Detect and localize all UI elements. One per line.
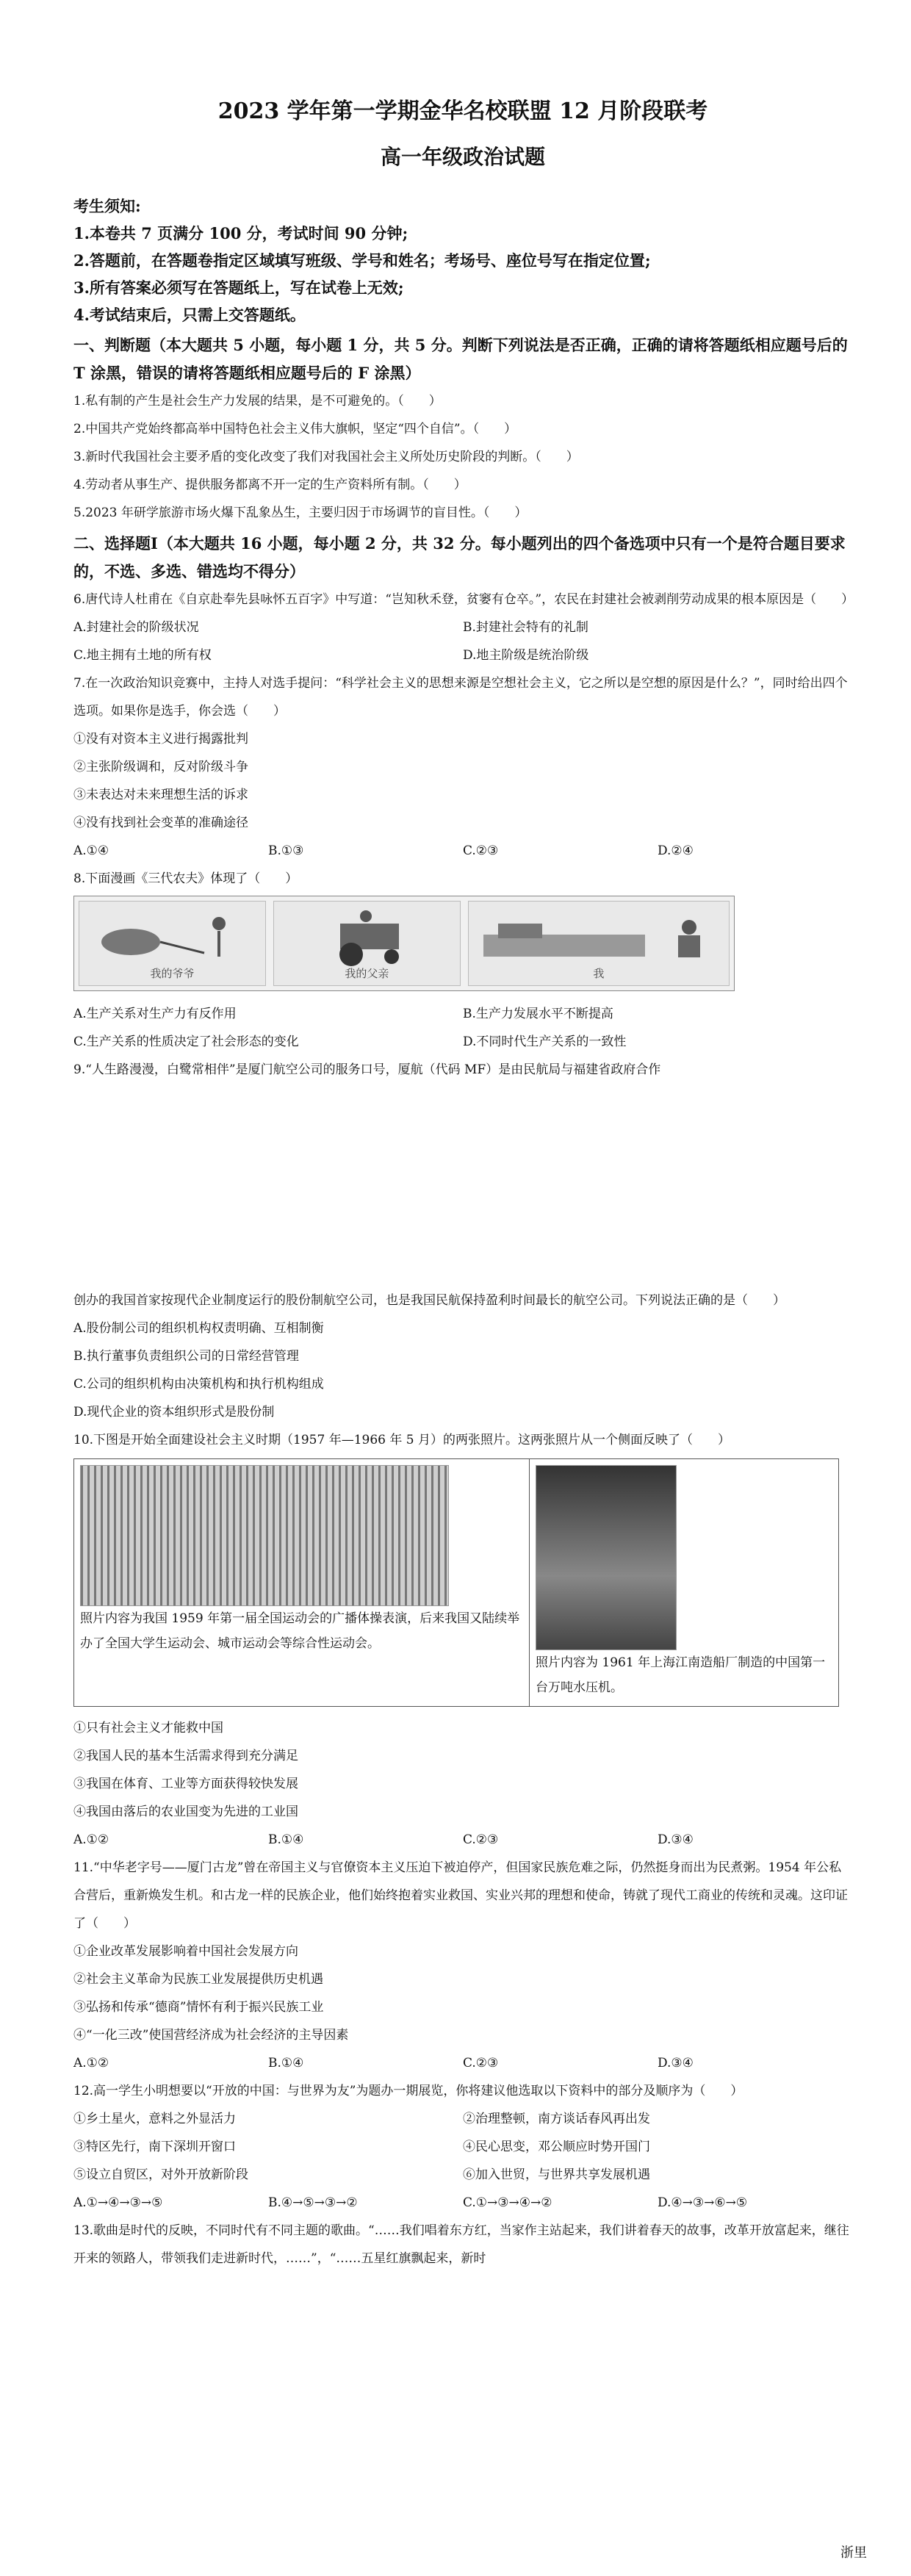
photo-caption: 照片内容为我国 1959 年第一届全国运动会的广播体操表演，后来我国又陆续举办了全国大学生运动会、城市运动会等综合性运动会。: [80, 1611, 520, 1651]
photo-cell-left: [74, 1459, 530, 1706]
option: A.①②: [73, 2056, 109, 2070]
q10-photo-table: [73, 1458, 839, 1707]
footer-mark: 浙里: [840, 2545, 867, 2561]
cartoon-panel-me: [468, 901, 730, 986]
notice-item: 4.考试结束后，只需上交答题纸。: [73, 306, 306, 324]
q11-item: ④“一化三改”使国营经济成为社会经济的主导因素: [73, 2028, 349, 2043]
option: D.③④: [658, 2056, 694, 2070]
option: D.不同时代生产关系的一致性: [463, 1035, 627, 1049]
option: D.④→③→⑥→⑤: [658, 2195, 748, 2210]
cartoon-label: 我的爷爷: [150, 967, 195, 980]
exam-title: 2023 学年第一学期金华名校联盟 12 月阶段联考: [217, 98, 708, 124]
q7-item: ③未表达对未来理想生活的诉求: [73, 788, 248, 802]
option: A.封建社会的阶级状况: [73, 620, 199, 635]
option: A.①④: [73, 843, 109, 858]
judge-item: 3.新时代我国社会主要矛盾的变化改变了我们对我国社会主义所处历史阶段的判断。（ ）: [73, 450, 579, 464]
cartoon-three-generations: [73, 896, 735, 991]
option: B.①④: [268, 1832, 304, 1847]
notice-item: 3.所有答案必须写在答题纸上，写在试卷上无效;: [73, 278, 404, 297]
q10-item: ②我国人民的基本生活需求得到充分满足: [73, 1749, 298, 1763]
judge-item: 4.劳动者从事生产、提供服务都离不开一定的生产资料所有制。（ ）: [73, 478, 467, 492]
option: C.②③: [463, 1832, 499, 1847]
q9-stem: 9.“人生路漫漫，白鹭常相伴”是厦门航空公司的服务口号，厦航（代码 MF）是由民航局与福建省政府合作: [73, 1062, 661, 1077]
section1-heading: 一、判断题（本大题共 5 小题，每小题 1 分，共 5 分。判断下列说法是否正确，正确的请将答题纸相应题号后的 T 涂黑，错误的请将答题纸相应题号后的 F 涂黑）: [73, 336, 848, 382]
q12-item: ①乡土星火，意料之外显活力: [73, 2112, 236, 2126]
q13-stem: 13.歌曲是时代的反映，不同时代有不同主题的歌曲。“……我们唱着东方红，当家作主站起来，我们讲着春天的故事，改革开放富起来，继往开来的领路人，带领我们走进新时代，……”，“……五星红旗飘起来，新时: [73, 2223, 849, 2266]
photo-caption: 照片内容为 1961 年上海江南造船厂制造的中国第一台万吨水压机。: [536, 1655, 826, 1695]
hydraulic-press-photo: [536, 1465, 677, 1650]
q12-options: [73, 2189, 852, 2217]
option: C.②③: [463, 2056, 499, 2070]
q10-stem: 10.下图是开始全面建设社会主义时期（1957 年—1966 年 5 月）的两张照片。这两张照片从一个侧面反映了（ ）: [73, 1433, 730, 1447]
q6-stem: 6.唐代诗人杜甫在《自京赴奉先县咏怀五百字》中写道：“岂知秋禾登，贫窭有仓卒。”，农民在封建社会被剥削劳动成果的根本原因是（ ）: [73, 592, 854, 607]
q11-item: ①企业改革发展影响着中国社会发展方向: [73, 1944, 298, 1959]
option: B.封建社会特有的礼制: [463, 620, 588, 635]
option: D.地主阶级是统治阶级: [463, 648, 589, 663]
judge-item: 1.私有制的产生是社会生产力发展的结果，是不可避免的。（ ）: [73, 394, 442, 409]
option: A.生产关系对生产力有反作用: [73, 1007, 237, 1021]
q12-item: ⑤设立自贸区，对外开放新阶段: [73, 2167, 248, 2182]
q10-item: ④我国由落后的农业国变为先进的工业国: [73, 1805, 298, 1819]
q7-item: ④没有找到社会变革的准确途径: [73, 816, 248, 830]
cartoon-panel-father: [273, 901, 461, 986]
q12-stem: 12.高一学生小明想要以“开放的中国：与世界为友”为题办一期展览，你将建议他选取以下资料中的部分及顺序为（ ）: [73, 2084, 743, 2098]
q6-options: [73, 614, 852, 669]
modern-farm-illustration: [469, 902, 729, 968]
option: C.地主拥有土地的所有权: [73, 648, 212, 663]
q12-item: ②治理整顿，南方谈话春风再出发: [463, 2112, 650, 2126]
notice-heading: 考生须知:: [73, 197, 141, 215]
q10-item: ①只有社会主义才能救中国: [73, 1721, 223, 1735]
exam-subtitle: 高一年级政治试题: [380, 145, 545, 169]
notice-item: 2.答题前，在答题卷指定区域填写班级、学号和姓名；考场号、座位号写在指定位置;: [73, 251, 651, 270]
q12-item: ⑥加入世贸，与世界共享发展机遇: [463, 2167, 650, 2182]
q11-options: [73, 2049, 852, 2077]
q10-options: [73, 1826, 852, 1854]
cartoon-label: 我: [593, 967, 605, 980]
option: C.②③: [463, 843, 499, 858]
q7-item: ②主张阶级调和，反对阶级斗争: [73, 760, 248, 774]
q7-options: [73, 837, 852, 865]
gymnastics-photo: [80, 1465, 449, 1606]
option: C.①→③→④→②: [463, 2195, 552, 2210]
q12-items: [73, 2105, 852, 2189]
option: A.①②: [73, 1832, 109, 1847]
q12-item: ④民心思变，邓公顺应时势开国门: [463, 2140, 650, 2154]
option: D.②④: [658, 843, 694, 858]
exam-page: [73, 96, 852, 2273]
q11-item: ③弘扬和传承“德商”情怀有利于振兴民族工业: [73, 2000, 324, 2015]
cartoon-panel-grandfather: [79, 901, 266, 986]
ox-plough-illustration: [79, 902, 265, 968]
judge-item: 2.中国共产党始终都高举中国特色社会主义伟大旗帜，坚定“四个自信”。（ ）: [73, 422, 517, 436]
option: A.股份制公司的组织机构权责明确、互相制衡: [73, 1321, 324, 1336]
q8-options: [73, 1000, 852, 1056]
cartoon-label: 我的父亲: [345, 967, 389, 980]
q11-item: ②社会主义革命为民族工业发展提供历史机遇: [73, 1972, 323, 1987]
option: D.现代企业的资本组织形式是股份制: [73, 1405, 275, 1420]
judge-item: 5.2023 年研学旅游市场火爆下乱象丛生，主要归因于市场调节的盲目性。（ ）: [73, 506, 527, 520]
option: B.执行董事负责组织公司的日常经营管理: [73, 1349, 299, 1364]
option: B.④→⑤→③→②: [268, 2195, 358, 2210]
notice-item: 1.本卷共 7 页满分 100 分，考试时间 90 分钟;: [73, 224, 408, 242]
option: A.①→④→③→⑤: [73, 2195, 163, 2210]
q7-item: ①没有对资本主义进行揭露批判: [73, 732, 248, 746]
q10-item: ③我国在体育、工业等方面获得较快发展: [73, 1777, 298, 1791]
option: C.生产关系的性质决定了社会形态的变化: [73, 1035, 299, 1049]
q11-stem: 11.“中华老字号——厦门古龙”曾在帝国主义与官僚资本主义压迫下被迫停产，但国家民族危难之际，仍然挺身而出为民煮粥。1954 年公私合营后，重新焕发生机。和古龙一样的民族企业，他们始终抱着实业救国、实业兴邦的理想和使命，铸就了现代工商业的传统和灵魂。这印证了（ ）: [73, 1860, 848, 1931]
option: C.公司的组织机构由决策机构和执行机构组成: [73, 1377, 324, 1392]
blank-space: [73, 1084, 852, 1287]
option: B.①③: [268, 843, 304, 858]
option: B.①④: [268, 2056, 304, 2070]
q7-stem: 7.在一次政治知识竞赛中，主持人对选手提问：“科学社会主义的思想来源是空想社会主义，它之所以是空想的原因是什么？”，同时给出四个选项。如果你是选手，你会选（ ）: [73, 676, 848, 719]
q9-stem-continued: 创办的我国首家按现代企业制度运行的股份制航空公司，也是我国民航保持盈利时间最长的航空公司。下列说法正确的是（ ）: [73, 1293, 785, 1308]
tractor-illustration: [274, 902, 460, 968]
q8-stem: 8.下面漫画《三代农夫》体现了（ ）: [73, 871, 298, 886]
photo-cell-right: [530, 1459, 838, 1706]
option: D.③④: [658, 1832, 694, 1847]
option: B.生产力发展水平不断提高: [463, 1007, 613, 1021]
q12-item: ③特区先行，南下深圳开窗口: [73, 2140, 236, 2154]
section2-heading: 二、选择题Ⅰ（本大题共 16 小题，每小题 2 分，共 32 分。每小题列出的四个备选项中只有一个是符合题目要求的，不选、多选、错选均不得分）: [73, 534, 846, 580]
